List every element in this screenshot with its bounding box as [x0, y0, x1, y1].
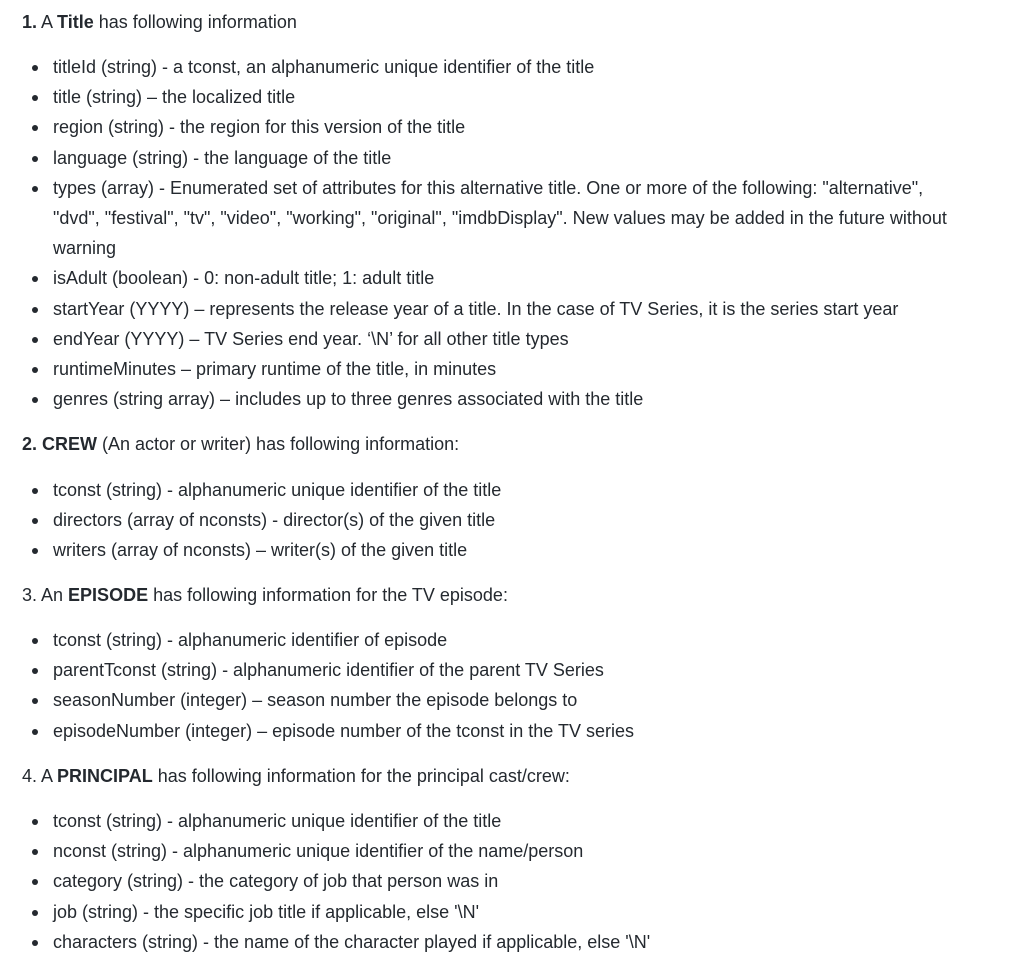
bullet-icon [32, 125, 38, 131]
list-item: directors (array of nconsts) - director(s) of the given title [22, 505, 1024, 535]
bullet-icon [32, 337, 38, 343]
bullet-icon [32, 307, 38, 313]
list-item: writers (array of nconsts) – writer(s) of the given title [22, 535, 1024, 565]
list-item: nconst (string) - alphanumeric unique identifier of the name/person [22, 836, 1024, 866]
section-4-list [22, 806, 1024, 957]
section-2-heading: 2. CREW (An actor or writer) has following information: [22, 434, 460, 454]
list-item: titleId (string) - a tconst, an alphanumeric unique identifier of the title [22, 52, 1024, 82]
bullet-icon [32, 548, 38, 554]
list-item: types (array) - Enumerated set of attributes for this alternative title. One or more of the following: "alternative", "dvd", "festival", "tv", "video", "working", "original", "imdbDisplay". New values may be added in the future without warning [22, 173, 1024, 264]
bullet-icon [32, 819, 38, 825]
list-item: runtimeMinutes – primary runtime of the title, in minutes [22, 354, 1024, 384]
list-item: category (string) - the category of job that person was in [22, 866, 1024, 896]
section-3-heading: 3. An EPISODE has following information for the TV episode: [22, 585, 508, 605]
list-item: region (string) - the region for this version of the title [22, 112, 1024, 142]
bullet-icon [32, 276, 38, 282]
bullet-icon [32, 397, 38, 403]
section-number: 4. [22, 766, 38, 786]
list-item: isAdult (boolean) - 0: non-adult title; 1: adult title [22, 263, 1024, 293]
bullet-icon [32, 488, 38, 494]
bullet-icon [32, 698, 38, 704]
bullet-icon [32, 367, 38, 373]
list-item: characters (string) - the name of the character played if applicable, else '\N' [22, 927, 1024, 957]
list-item: genres (string array) – includes up to three genres associated with the title [22, 384, 1024, 414]
bullet-icon [32, 186, 38, 192]
bullet-icon [32, 940, 38, 946]
bullet-icon [32, 156, 38, 162]
bullet-icon [32, 729, 38, 735]
section-4-heading: 4. A PRINCIPAL has following information for the principal cast/crew: [22, 766, 570, 786]
bullet-icon [32, 910, 38, 916]
list-item: seasonNumber (integer) – season number the episode belongs to [22, 685, 1024, 715]
section-number: 1. [22, 12, 38, 32]
list-item: startYear (YYYY) – represents the release year of a title. In the case of TV Series, it is the series start year [22, 294, 1024, 324]
section-number: 2. [22, 434, 38, 454]
list-item: parentTconst (string) - alphanumeric identifier of the parent TV Series [22, 655, 1024, 685]
bullet-icon [32, 518, 38, 524]
section-keyword: Title [57, 12, 94, 32]
bullet-icon [32, 879, 38, 885]
list-item: episodeNumber (integer) – episode number of the tconst in the TV series [22, 716, 1024, 746]
section-number: 3. [22, 585, 38, 605]
section-keyword: EPISODE [68, 585, 149, 605]
section-keyword: CREW [42, 434, 98, 454]
bullet-icon [32, 849, 38, 855]
list-item: tconst (string) - alphanumeric identifier of episode [22, 625, 1024, 655]
bullet-icon [32, 95, 38, 101]
section-1-list [22, 52, 1024, 414]
list-item: job (string) - the specific job title if applicable, else '\N' [22, 897, 1024, 927]
list-item: language (string) - the language of the title [22, 143, 1024, 173]
section-3-list [22, 625, 1024, 746]
section-2-list [22, 475, 1024, 566]
bullet-icon [32, 65, 38, 71]
list-item: endYear (YYYY) – TV Series end year. ‘\N’ for all other title types [22, 324, 1024, 354]
list-item: title (string) – the localized title [22, 82, 1024, 112]
list-item: tconst (string) - alphanumeric unique identifier of the title [22, 806, 1024, 836]
list-item: tconst (string) - alphanumeric unique identifier of the title [22, 475, 1024, 505]
bullet-icon [32, 668, 38, 674]
section-keyword: PRINCIPAL [57, 766, 153, 786]
bullet-icon [32, 638, 38, 644]
section-1-heading: 1. A Title has following information [22, 12, 297, 32]
